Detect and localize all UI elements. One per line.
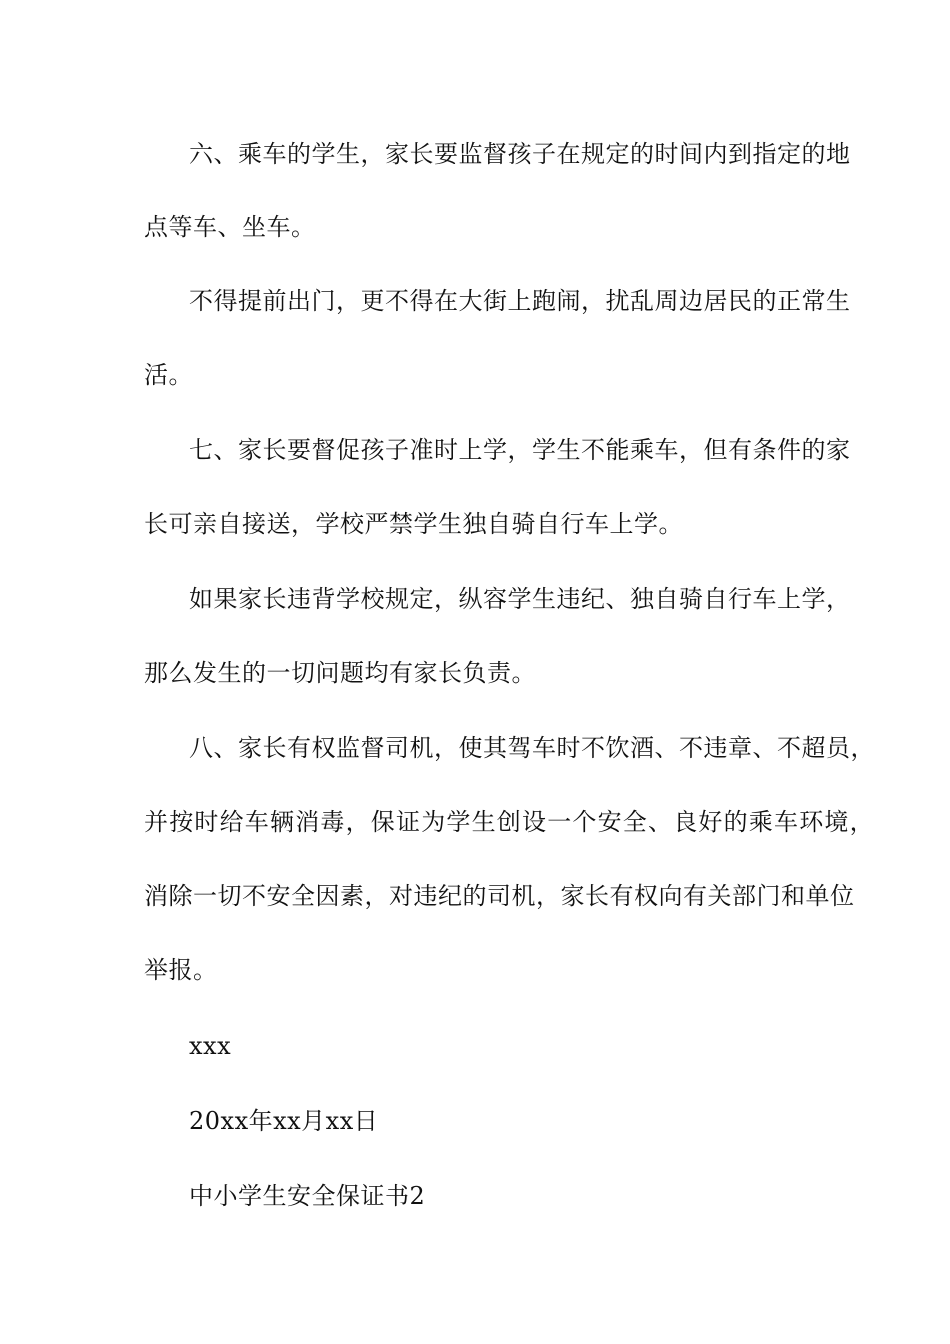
next-section-title: 中小学生安全保证书2 [189, 1182, 426, 1210]
paragraph-8-line-3: 消除一切不安全因素，对违纪的司机，家长有权向有关部门和单位 [144, 882, 855, 910]
paragraph-responsibility-line-2: 那么发生的一切问题均有家长负责。 [144, 659, 536, 687]
paragraph-no-early-leave-line-2: 活。 [144, 361, 193, 389]
paragraph-8-line-2: 并按时给车辆消毒，保证为学生创设一个安全、良好的乘车环境， [144, 808, 875, 836]
paragraph-responsibility-line-1: 如果家长违背学校规定，纵容学生违纪、独自骑自行车上学， [189, 585, 851, 613]
paragraph-6-line-1: 六、乘车的学生，家长要监督孩子在规定的时间内到指定的地 [189, 140, 851, 168]
signature-name: xxx [189, 1032, 232, 1060]
paragraph-7-line-1: 七、家长要督促孩子准时上学，学生不能乘车，但有条件的家 [189, 436, 851, 464]
paragraph-no-early-leave-line-1: 不得提前出门，更不得在大街上跑闹，扰乱周边居民的正常生 [189, 287, 851, 315]
paragraph-7-line-2: 长可亲自接送，学校严禁学生独自骑自行车上学。 [144, 510, 683, 538]
signature-date: 20xx年xx月xx日 [189, 1107, 379, 1135]
paragraph-6-line-2: 点等车、坐车。 [144, 213, 316, 241]
paragraph-8-line-1: 八、家长有权监督司机，使其驾车时不饮酒、不违章、不超员， [189, 734, 875, 762]
paragraph-8-line-4: 举报。 [144, 956, 218, 984]
